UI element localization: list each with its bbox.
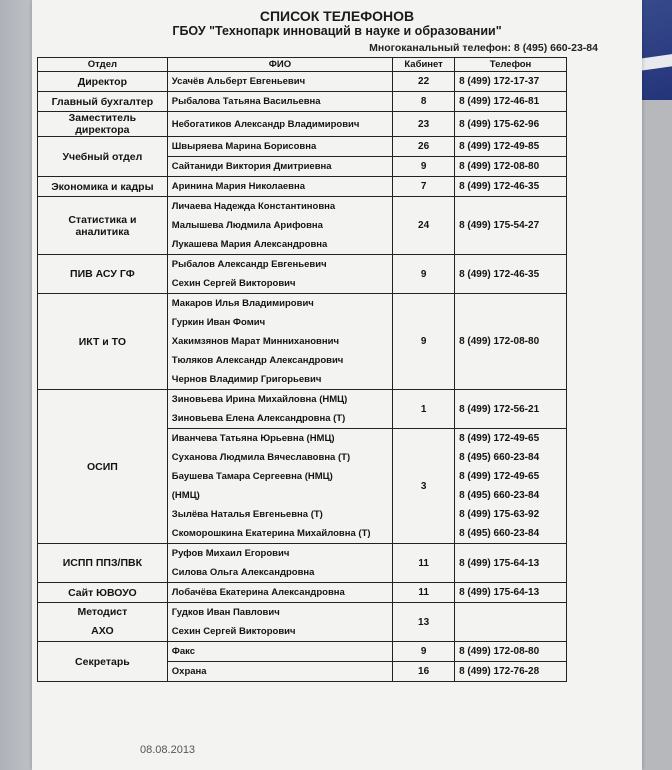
- fio-cell: [167, 544, 392, 583]
- fio-name: Лукашева Мария Александровна: [171, 239, 328, 250]
- tel-cell: [455, 72, 567, 92]
- fio-name: Гуркин Иван Фомич: [171, 317, 266, 328]
- dept-cell: ИСПП ППЗ/ПВК: [38, 544, 168, 583]
- tel-number: 8 (495) 660-23-84: [459, 452, 540, 463]
- fio-name: Скоморошкина Екатерина Михайловна (Т): [171, 528, 371, 539]
- cab-cell: 3: [393, 429, 455, 544]
- cab-cell: 9: [393, 294, 455, 390]
- table-row: [38, 137, 567, 157]
- tel-cell: [455, 255, 567, 294]
- tel-cell: [455, 429, 567, 544]
- fio-name: Швыряева Марина Борисовна: [171, 141, 317, 152]
- cab-cell: 8: [393, 92, 455, 112]
- fio-name: Небогатиков Александр Владимирович: [171, 118, 360, 130]
- multichannel-phone: Многоканальный телефон: 8 (495) 660-23-84: [369, 42, 598, 54]
- table-row: [38, 112, 567, 137]
- fio-cell: [167, 390, 392, 429]
- document-title: СПИСОК ТЕЛЕФОНОВ: [259, 8, 415, 24]
- tel-cell: [455, 137, 567, 157]
- dept-cell: Главный бухгалтер: [38, 92, 168, 112]
- fio-name: Личаева Надежда Константиновна: [171, 201, 336, 212]
- table-row: [38, 544, 567, 583]
- phone-table: [37, 57, 567, 682]
- cab-cell: 11: [393, 583, 455, 603]
- fio-cell: [167, 157, 392, 177]
- table-header: [38, 58, 567, 72]
- fio-name: (НМЦ): [171, 490, 200, 501]
- tel-number: 8 (499) 175-64-13: [459, 557, 540, 569]
- tel-number: 8 (499) 172-08-80: [459, 336, 540, 347]
- document-date: 08.08.2013: [140, 744, 196, 756]
- cab-cell: 1: [393, 390, 455, 429]
- tel-number: 8 (499) 172-08-80: [459, 161, 540, 172]
- dept-label: Методист: [77, 606, 128, 618]
- fio-name: Зиновьева Ирина Михайловна (НМЦ): [171, 394, 348, 405]
- fio-name: Гудков Иван Павлович: [171, 607, 280, 618]
- table-row: [38, 294, 567, 390]
- tel-number: 8 (499) 172-46-35: [459, 181, 540, 192]
- fio-name: Охрана: [171, 666, 207, 677]
- fio-cell: [167, 177, 392, 197]
- tel-number: 8 (499) 172-49-65: [459, 433, 540, 444]
- tel-cell: [455, 157, 567, 177]
- fio-cell: [167, 72, 392, 92]
- tel-number: 8 (499) 175-64-13: [459, 587, 540, 598]
- cab-cell: 23: [393, 112, 455, 137]
- fio-cell: [167, 583, 392, 603]
- table-row: [38, 255, 567, 294]
- cab-cell: 9: [393, 255, 455, 294]
- fio-name: Зылёва Наталья Евгеньевна (Т): [171, 509, 323, 520]
- tel-number: 8 (499) 175-63-92: [459, 509, 540, 520]
- dept-cell: Учебный отдел: [38, 137, 168, 177]
- tel-number: 8 (499) 172-76-28: [459, 666, 540, 677]
- cab-cell: 11: [393, 544, 455, 583]
- dept-cell: Директор: [38, 72, 168, 92]
- dept-cell: Заместитель директора: [38, 112, 168, 137]
- header-cab: Кабинет: [393, 58, 455, 72]
- fio-cell: [167, 603, 392, 642]
- fio-name: Баушева Тамара Сергеевна (НМЦ): [171, 471, 333, 482]
- table-row: [38, 390, 567, 429]
- cab-cell: 16: [393, 662, 455, 682]
- tel-number: 8 (499) 172-08-80: [459, 646, 540, 657]
- organization-name: ГБОУ "Технопарк инноваций в науке и образовании": [172, 24, 502, 38]
- fio-name: Силова Ольга Александровна: [171, 567, 315, 578]
- cab-cell: 7: [393, 177, 455, 197]
- tel-number: 8 (499) 172-56-21: [459, 403, 540, 415]
- fio-name: Факс: [171, 646, 196, 657]
- fio-name: Суханова Людмила Вячеславовна (Т): [171, 452, 351, 463]
- tel-cell: [455, 92, 567, 112]
- dept-cell: Секретарь: [38, 642, 168, 682]
- fio-name: Лобачёва Екатерина Александровна: [171, 587, 345, 598]
- fio-cell: [167, 137, 392, 157]
- tel-cell: [455, 112, 567, 137]
- tel-cell: [455, 177, 567, 197]
- fio-name: Чернов Владимир Григорьевич: [171, 374, 322, 385]
- dept-cell: Сайт ЮВОУО: [38, 583, 168, 603]
- tel-number: 8 (499) 172-49-85: [459, 141, 540, 152]
- fio-name: Сайтаниди Виктория Дмитриевна: [171, 161, 332, 172]
- dept-cell: ОСИП: [38, 390, 168, 544]
- fio-name: Усачёв Альберт Евгеньевич: [171, 76, 306, 87]
- table-row: [38, 642, 567, 662]
- tel-number: 8 (499) 172-49-65: [459, 471, 540, 482]
- fio-name: Макаров Илья Владимирович: [171, 298, 314, 309]
- tel-number: 8 (495) 660-23-84: [459, 528, 540, 539]
- fio-cell: [167, 255, 392, 294]
- tel-number: 8 (499) 172-46-35: [459, 268, 540, 280]
- fio-cell: [167, 429, 392, 544]
- fio-name: Рыбалов Александр Евгеньевич: [171, 259, 327, 270]
- fio-name: Руфов Михаил Егорович: [171, 548, 290, 559]
- fio-cell: [167, 92, 392, 112]
- tel-cell: [455, 544, 567, 583]
- dept-cell: Экономика и кадры: [38, 177, 168, 197]
- tel-number: 8 (495) 660-23-84: [459, 490, 540, 501]
- tel-cell: [455, 197, 567, 255]
- cab-cell: 9: [393, 157, 455, 177]
- fio-name: Аринина Мария Николаевна: [171, 181, 306, 192]
- dept-cell: ИКТ и ТО: [38, 294, 168, 390]
- fio-name: Хакимзянов Марат Миннихановнич: [171, 336, 339, 347]
- tel-cell: [455, 390, 567, 429]
- cab-cell: 24: [393, 197, 455, 255]
- tel-cell: [455, 294, 567, 390]
- fio-cell: [167, 112, 392, 137]
- fio-name: Сехин Сергей Викторович: [171, 626, 296, 637]
- fio-cell: [167, 197, 392, 255]
- tel-cell: [455, 662, 567, 682]
- fio-name: Иванчева Татьяна Юрьевна (НМЦ): [171, 433, 335, 444]
- tel-cell: [455, 603, 567, 642]
- cab-cell: 26: [393, 137, 455, 157]
- fio-cell: [167, 294, 392, 390]
- fio-cell: [167, 642, 392, 662]
- fio-name: Малышева Людмила Арифовна: [171, 220, 323, 231]
- table-row: [38, 603, 567, 642]
- table-row: [38, 177, 567, 197]
- dept-cell: [38, 603, 168, 642]
- tel-number: 8 (499) 175-54-27: [459, 220, 540, 231]
- fio-name: Сехин Сергей Викторович: [171, 278, 296, 289]
- header-fio: ФИО: [167, 58, 392, 72]
- tel-cell: [455, 583, 567, 603]
- table-row: [38, 583, 567, 603]
- table-row: [38, 72, 567, 92]
- fio-name: Рыбалова Татьяна Васильевна: [171, 96, 321, 107]
- cab-cell: 13: [393, 603, 455, 642]
- table-row: [38, 92, 567, 112]
- dept-cell: ПИВ АСУ ГФ: [38, 255, 168, 294]
- fio-name: Зиновьева Елена Александровна (Т): [171, 413, 346, 424]
- dept-label: АХО: [91, 625, 114, 637]
- tel-number: 8 (499) 172-17-37: [459, 76, 540, 87]
- dept-cell: Статистика и аналитика: [38, 197, 168, 255]
- table-row: [38, 197, 567, 255]
- fio-name: Тюляков Александр Александрович: [171, 355, 344, 366]
- fio-cell: [167, 662, 392, 682]
- header-dept: Отдел: [38, 58, 168, 72]
- tel-number: 8 (499) 175-62-96: [459, 118, 540, 130]
- tel-cell: [455, 642, 567, 662]
- tel-number: 8 (499) 172-46-81: [459, 96, 540, 107]
- cab-cell: 22: [393, 72, 455, 92]
- cab-cell: 9: [393, 642, 455, 662]
- header-tel: Телефон: [455, 58, 567, 72]
